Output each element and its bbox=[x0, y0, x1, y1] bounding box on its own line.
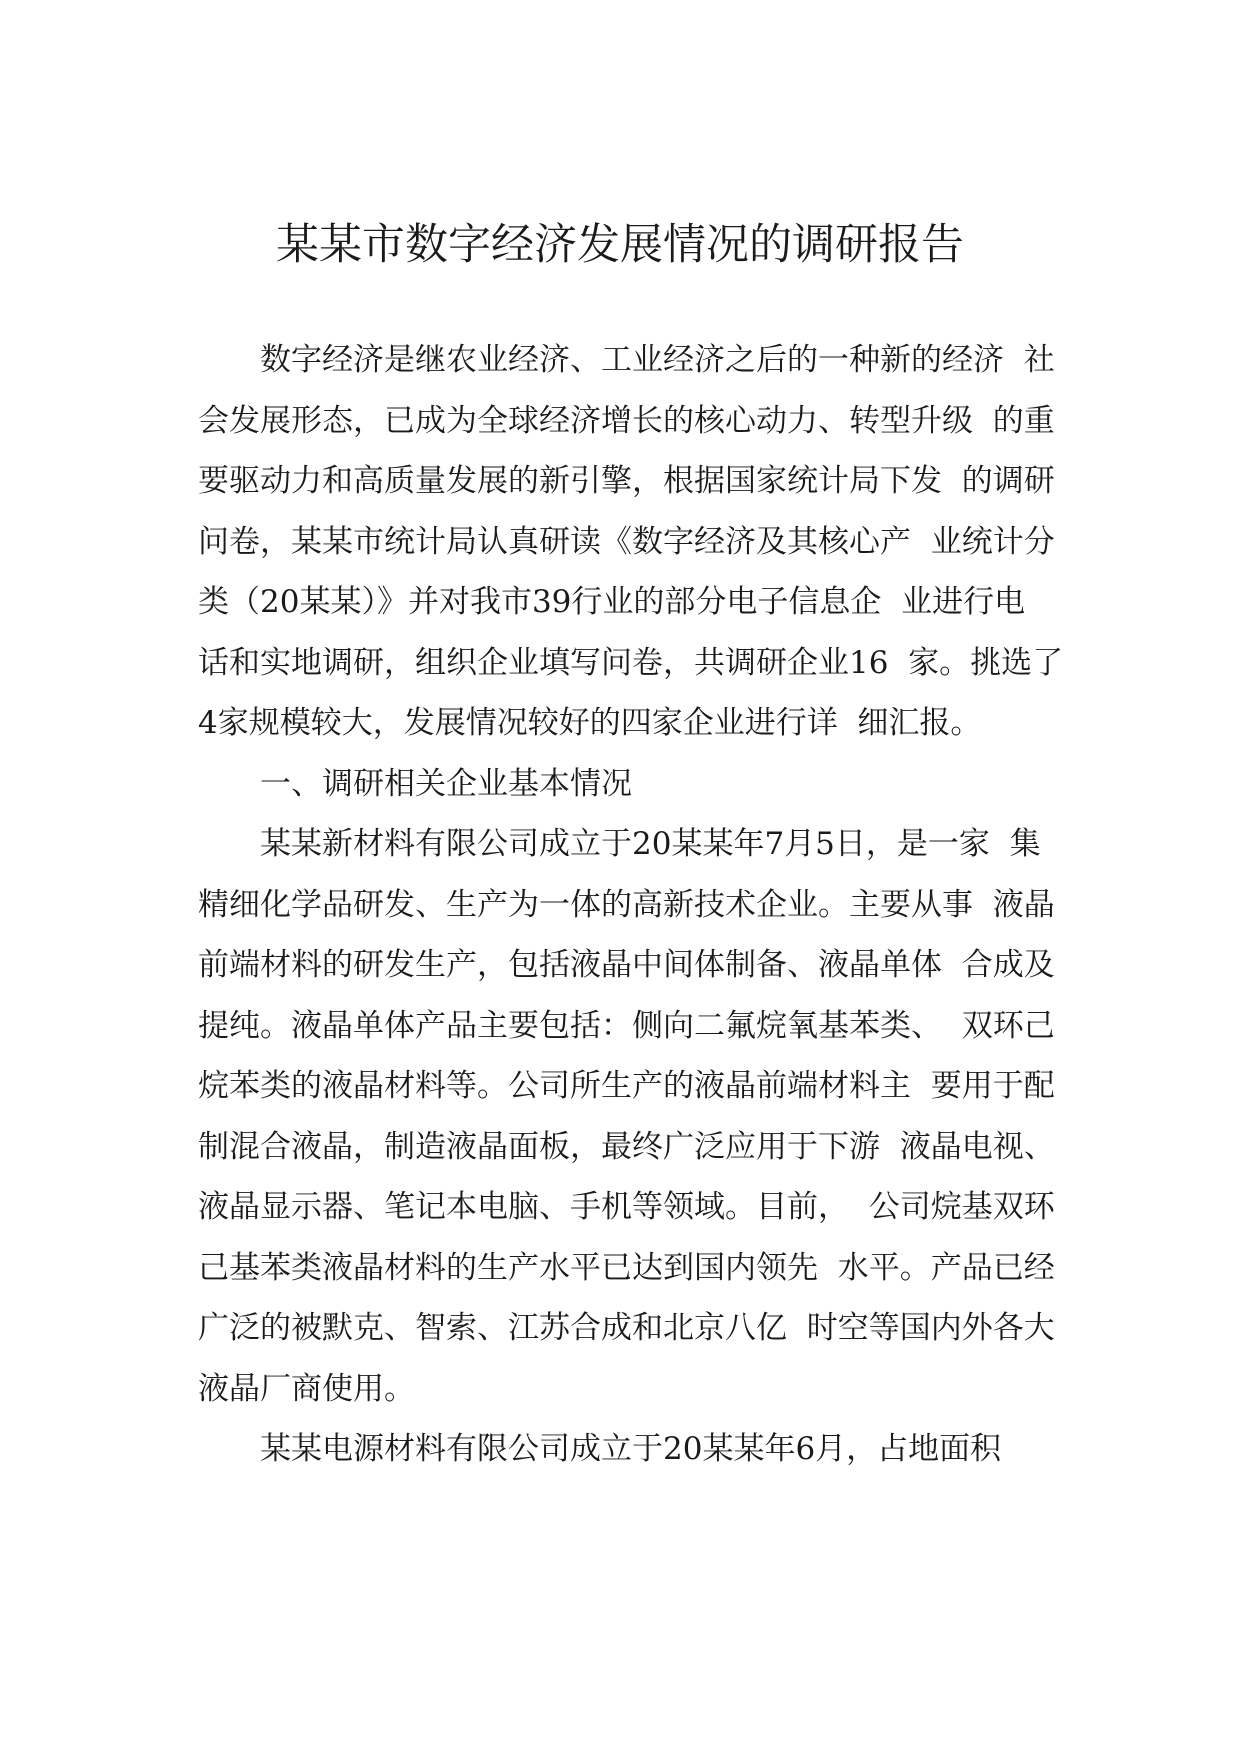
paragraph-line: 精细化学品研发、生产为一体的高新技术企业。主要从事 液晶 bbox=[198, 886, 1055, 923]
paragraph-line: 制混合液晶，制造液晶面板，最终广泛应用于下游 液晶电视、 bbox=[198, 1128, 1055, 1165]
paragraph-line: 数字经济是继农业经济、工业经济之后的一种新的经济 社 bbox=[260, 342, 1055, 378]
paragraph-line: 广泛的被默克、智索、江苏合成和北京八亿 时空等国内外各大 bbox=[198, 1310, 1055, 1346]
paragraph-line: 某某电源材料有限公司成立于20某某年6月，占地面积 bbox=[260, 1431, 1002, 1467]
paragraph-line: 前端材料的研发生产，包括液晶中间体制备、液晶单体 合成及 bbox=[198, 947, 1055, 983]
paragraph-line: 液晶显示器、笔记本电脑、手机等领域。目前， 公司烷基双环 bbox=[198, 1189, 1055, 1225]
paragraph-line: 话和实地调研，组织企业填写问卷，共调研企业16 家。挑选了 bbox=[198, 644, 1064, 681]
paragraph-line: 要驱动力和高质量发展的新引擎，根据国家统计局下发 的调研 bbox=[198, 463, 1055, 499]
paragraph-line: 提纯。液晶单体产品主要包括：侧向二氟烷氧基苯类、 双环己 bbox=[198, 1007, 1055, 1044]
paragraph-line: 己基苯类液晶材料的生产水平已达到国内领先 水平。产品已经 bbox=[198, 1249, 1055, 1286]
paragraph-line: 某某新材料有限公司成立于20某某年7月5日，是一家 集 bbox=[260, 826, 1041, 862]
document-title: 某某市数字经济发展情况的调研报告 bbox=[276, 220, 964, 270]
paragraph-line: 会发展形态，已成为全球经济增长的核心动力、转型升级 的重 bbox=[198, 402, 1055, 439]
paragraph-line: 4家规模较大，发展情况较好的四家企业进行详 细汇报。 bbox=[198, 705, 982, 741]
paragraph-line: 问卷，某某市统计局认真研读《数字经济及其核心产 业统计分 bbox=[198, 523, 1055, 560]
paragraph-line: 类（20某某）》并对我市39行业的部分电子信息企 业进行电 bbox=[198, 584, 1026, 620]
section-heading: 一、调研相关企业基本情况 bbox=[260, 765, 632, 802]
paragraph-line: 烷苯类的液晶材料等。公司所生产的液晶前端材料主 要用于配 bbox=[198, 1068, 1055, 1104]
paragraph-line: 液晶厂商使用。 bbox=[198, 1370, 415, 1407]
document-body bbox=[198, 330, 1078, 1480]
